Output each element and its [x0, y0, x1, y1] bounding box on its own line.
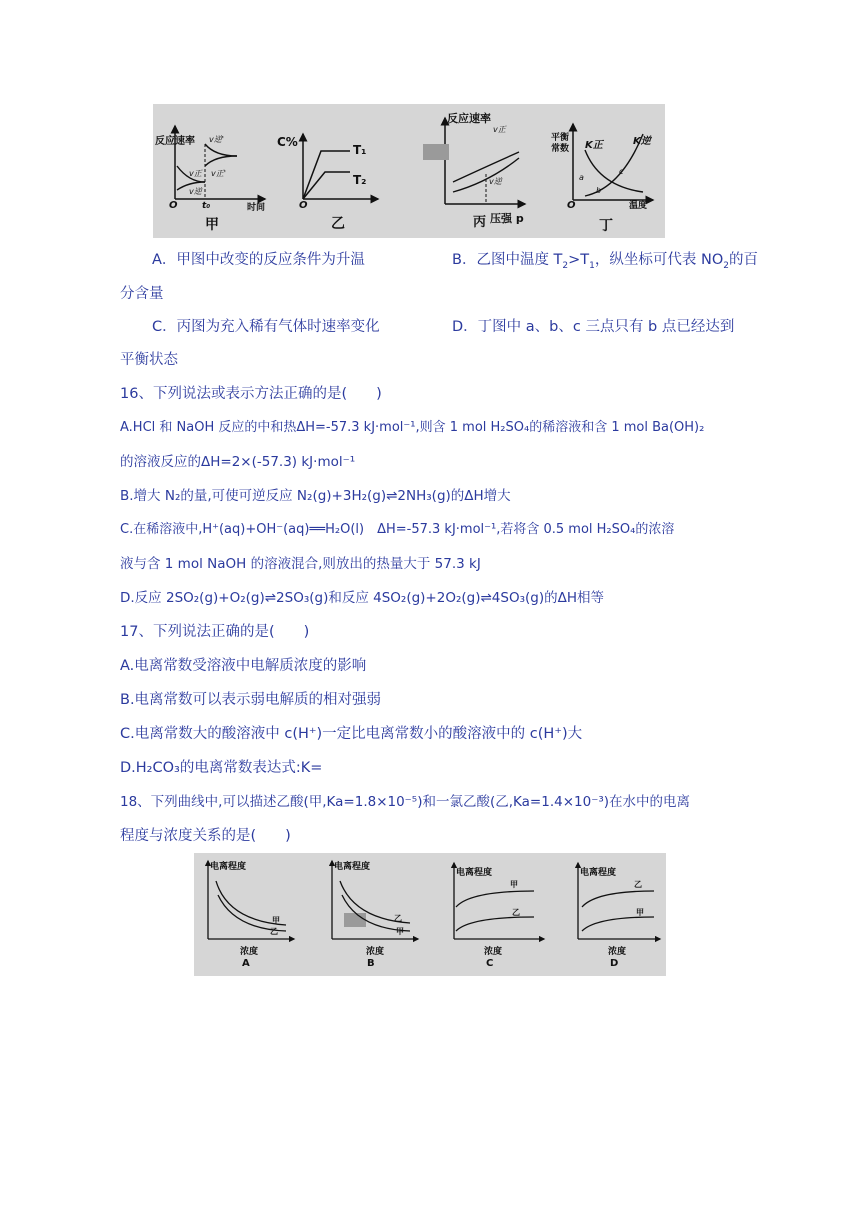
q15-b-sub1: 2 — [562, 260, 569, 271]
q17-stem: 17、下列说法正确的是( ) — [120, 624, 310, 640]
q16-option-c-line2: 液与含 1 mol NaOH 的溶液混合,则放出的热量大于 57.3 kJ — [120, 556, 481, 572]
q18-stem-line2: 程度与浓度关系的是( ) — [120, 828, 291, 844]
panel-label-yi: 乙 — [331, 216, 345, 232]
c-label-yi: 乙 — [512, 908, 520, 917]
figure-graphs-jia-yi-bing-ding — [153, 104, 665, 238]
panel-label-bing: 丙 — [473, 215, 487, 230]
jia-xlabel: 时间 — [247, 203, 266, 213]
panel-label-jia: 甲 — [205, 217, 219, 233]
ding-ylabel1: 平衡 — [551, 133, 570, 143]
q15-option-d-cont: 平衡状态 — [120, 352, 178, 368]
c-ylabel: 电离程度 — [456, 868, 493, 878]
bing-xlabel: 压强 p — [490, 212, 524, 225]
d-panel-label: D — [610, 958, 619, 969]
option-a-graph — [208, 860, 294, 969]
b-panel-label: B — [367, 958, 375, 969]
ding-point-b: b — [596, 186, 602, 195]
ding-ylabel2: 常数 — [551, 144, 570, 154]
d-label-jia: 甲 — [636, 908, 644, 917]
jia-t0: t₀ — [202, 201, 211, 211]
q15-b-part3: ，纵坐标可代表 NO — [594, 252, 724, 268]
graph-ding — [551, 124, 653, 234]
q15-option-b-cont: 分含量 — [120, 286, 164, 302]
option-d-graph — [578, 863, 660, 969]
q17-option-a: A.电离常数受溶液中电解质浓度的影响 — [120, 658, 367, 674]
q15-option-b — [452, 248, 758, 271]
a-panel-label: A — [242, 958, 250, 969]
a-ylabel: 电离程度 — [210, 862, 247, 872]
q15-option-a: A．甲图中改变的反应条件为升温 — [152, 252, 365, 268]
q15-b-sub3: 2 — [723, 260, 730, 271]
graph-jia — [155, 126, 265, 233]
b-xlabel: 浓度 — [366, 947, 385, 957]
q16-option-c-line1: C.在稀溶液中,H⁺(aq)+OH⁻(aq)══H₂O(l) ΔH=-57.3 kJ·mol⁻¹,若将含 0.5 mol H₂SO₄的浓溶 — [120, 522, 675, 537]
q15-b-sub2: 1 — [589, 260, 595, 271]
a-xlabel: 浓度 — [240, 947, 259, 957]
b-ylabel: 电离程度 — [334, 862, 371, 872]
b-label-yi: 乙 — [394, 914, 402, 923]
option-b-graph — [332, 860, 418, 969]
q17-option-b: B.电离常数可以表示弱电解质的相对强弱 — [120, 692, 382, 708]
q15-b-part1: B．乙图中温度 T — [452, 252, 563, 268]
ding-K-ni: K逆 — [633, 136, 651, 147]
ding-K-zheng: K正 — [585, 140, 603, 151]
q15-b-part2: >T — [568, 252, 590, 268]
jia-ylabel: 反应速率 — [155, 136, 195, 147]
q18-stem-line1: 18、下列曲线中,可以描述乙酸(甲,Ka=1.8×10⁻⁵)和一氯乙酸(乙,Ka=1.4×10⁻³)在水中的电离 — [120, 794, 691, 810]
ding-point-c: c — [619, 167, 624, 176]
c-xlabel: 浓度 — [484, 947, 503, 957]
yi-origin: O — [299, 200, 308, 211]
option-c-graph — [454, 863, 544, 969]
jia-v-ni2: v逆' — [209, 135, 224, 144]
jia-origin: O — [169, 200, 178, 211]
q16-option-d: D.反应 2SO₂(g)+O₂(g)⇌2SO₃(g)和反应 4SO₂(g)+2O₂(g)⇌4SO₃(g)的ΔH相等 — [120, 590, 604, 606]
q16-option-a-line1: A.HCl 和 NaOH 反应的中和热ΔH=-57.3 kJ·mol⁻¹,则含 1 mol H₂SO₄的稀溶液和含 1 mol Ba(OH)₂ — [120, 420, 705, 435]
yi-T2: T₂ — [353, 173, 367, 187]
bing-v-ni: v逆 — [489, 177, 502, 186]
d-xlabel: 浓度 — [608, 947, 627, 957]
ding-origin: O — [567, 200, 576, 211]
jia-v-zheng: v正 — [189, 169, 202, 178]
panel-label-ding: 丁 — [599, 218, 613, 234]
jia-v-ni: v逆 — [189, 187, 202, 196]
jia-v-zheng2: v正' — [211, 169, 226, 178]
q17-option-c: C.电离常数大的酸溶液中 c(H⁺)一定比电离常数小的酸溶液中的 c(H⁺)大 — [120, 726, 583, 742]
ding-point-a: a — [579, 173, 584, 182]
q15-b-part4: 的百 — [729, 252, 759, 268]
graph-yi — [277, 134, 378, 232]
q17-option-d: D.H₂CO₃的电离常数表达式:K= — [120, 760, 323, 776]
q16-stem: 16、下列说法或表示方法正确的是( ) — [120, 386, 382, 402]
yi-T1: T₁ — [353, 143, 367, 157]
q16-option-a-line2: 的溶液反应的ΔH=2×(-57.3) kJ·mol⁻¹ — [120, 454, 356, 470]
ding-xlabel: 温度 — [629, 201, 648, 211]
bing-ylabel: 反应速率 — [447, 112, 491, 125]
graph-bing — [423, 111, 525, 230]
figure-ionization-curves — [194, 853, 666, 976]
a-label-jia: 甲 — [272, 916, 280, 925]
d-label-yi: 乙 — [634, 880, 642, 889]
q15-option-d: D．丁图中 a、b、c 三点只有 b 点已经达到 — [452, 319, 735, 335]
yi-ylabel: C% — [277, 135, 298, 149]
bing-v-zheng: v正 — [493, 125, 506, 134]
c-label-jia: 甲 — [510, 880, 518, 889]
d-ylabel: 电离程度 — [580, 868, 617, 878]
c-panel-label: C — [486, 958, 494, 969]
q16-option-b: B.增大 N₂的量,可使可逆反应 N₂(g)+3H₂(g)⇌2NH₃(g)的ΔH增大 — [120, 488, 511, 504]
a-label-yi: 乙 — [270, 927, 278, 936]
q15-option-c: C．丙图为充入稀有气体时速率变化 — [152, 319, 380, 335]
b-label-jia: 甲 — [396, 927, 404, 936]
